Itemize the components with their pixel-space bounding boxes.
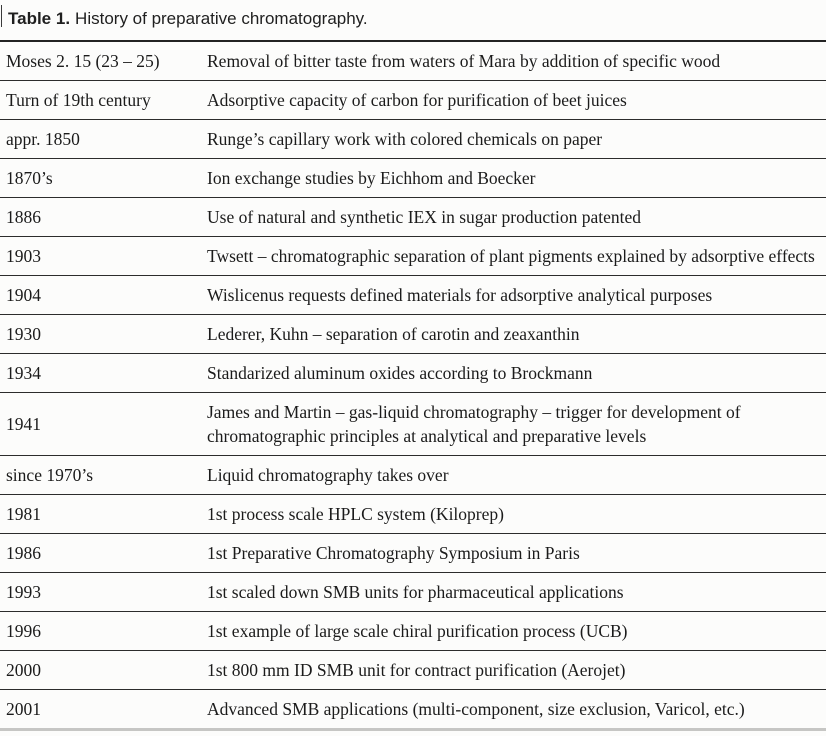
event-cell: Adsorptive capacity of carbon for purification of beet juices: [206, 81, 826, 120]
period-cell: Turn of 19th century: [0, 81, 206, 120]
event-cell: Wislicenus requests defined materials for adsorptive analytical purposes: [206, 276, 826, 315]
period-cell: 1870’s: [0, 159, 206, 198]
event-cell: 1st process scale HPLC system (Kiloprep): [206, 495, 826, 534]
table-caption: [0, 0, 826, 40]
table-row: [0, 690, 826, 730]
event-cell: 1st example of large scale chiral purification process (UCB): [206, 612, 826, 651]
event-cell: Removal of bitter taste from waters of Mara by addition of specific wood: [206, 41, 826, 81]
table-row: [0, 495, 826, 534]
event-cell: 1st 800 mm ID SMB unit for contract purification (Aerojet): [206, 651, 826, 690]
table-row: [0, 159, 826, 198]
table-row: [0, 41, 826, 81]
table-row: [0, 276, 826, 315]
event-cell: Ion exchange studies by Eichhom and Boecker: [206, 159, 826, 198]
table-row: [0, 612, 826, 651]
table-row: [0, 456, 826, 495]
event-cell: Liquid chromatography takes over: [206, 456, 826, 495]
table-row: [0, 651, 826, 690]
table-row: [0, 534, 826, 573]
period-cell: 1941: [0, 393, 206, 456]
event-cell: James and Martin – gas-liquid chromatography – trigger for development of chromatographic principles at analytical and preparative levels: [206, 393, 826, 456]
history-table: [0, 40, 826, 731]
history-table-body: [0, 41, 826, 730]
table-row: [0, 354, 826, 393]
event-cell: Use of natural and synthetic IEX in sugar production patented: [206, 198, 826, 237]
table-row: [0, 198, 826, 237]
table-row: [0, 81, 826, 120]
period-cell: appr. 1850: [0, 120, 206, 159]
table-row: [0, 573, 826, 612]
event-cell: 1st scaled down SMB units for pharmaceutical applications: [206, 573, 826, 612]
scan-edge-mark: [1, 5, 2, 27]
period-cell: 2001: [0, 690, 206, 730]
period-cell: 1904: [0, 276, 206, 315]
table-row: [0, 237, 826, 276]
period-cell: 1930: [0, 315, 206, 354]
period-cell: Moses 2. 15 (23 – 25): [0, 41, 206, 81]
event-cell: Standarized aluminum oxides according to Brockmann: [206, 354, 826, 393]
table-row: [0, 393, 826, 456]
table-row: [0, 315, 826, 354]
event-cell: Runge’s capillary work with colored chemicals on paper: [206, 120, 826, 159]
table-caption-text: History of preparative chromatography.: [75, 9, 368, 28]
period-cell: 1986: [0, 534, 206, 573]
table-caption-label: Table 1.: [8, 9, 71, 28]
period-cell: 1993: [0, 573, 206, 612]
period-cell: 1996: [0, 612, 206, 651]
period-cell: 1934: [0, 354, 206, 393]
table-row: [0, 120, 826, 159]
event-cell: Lederer, Kuhn – separation of carotin and zeaxanthin: [206, 315, 826, 354]
period-cell: 1886: [0, 198, 206, 237]
period-cell: 1981: [0, 495, 206, 534]
event-cell: Advanced SMB applications (multi-component, size exclusion, Varicol, etc.): [206, 690, 826, 730]
event-cell: 1st Preparative Chromatography Symposium in Paris: [206, 534, 826, 573]
period-cell: 1903: [0, 237, 206, 276]
event-cell: Twsett – chromatographic separation of plant pigments explained by adsorptive effects: [206, 237, 826, 276]
period-cell: 2000: [0, 651, 206, 690]
period-cell: since 1970’s: [0, 456, 206, 495]
